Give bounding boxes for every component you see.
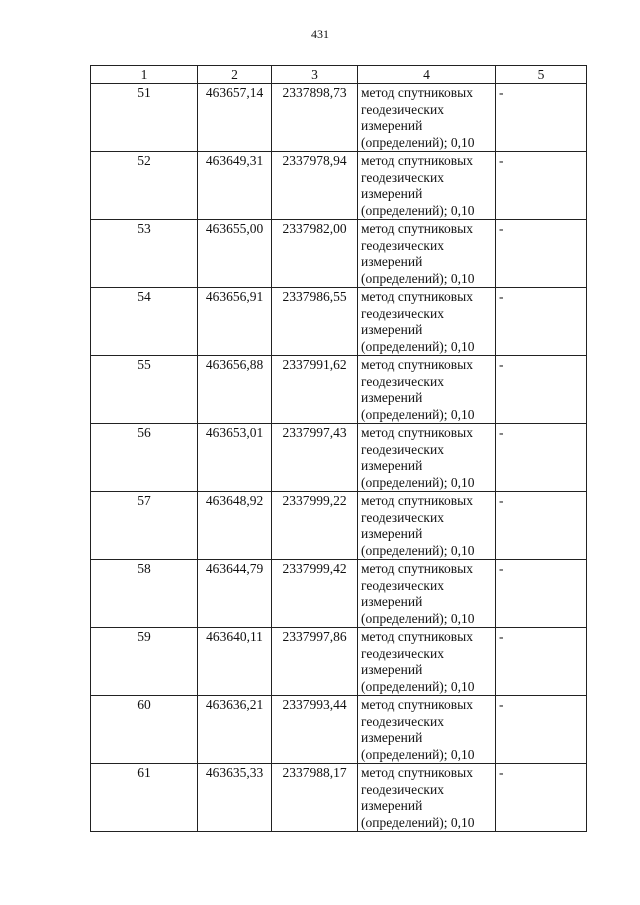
point-number-cell: 54: [91, 288, 198, 356]
header-row: [91, 66, 587, 84]
point-number-cell: 55: [91, 356, 198, 424]
method-cell: метод спутниковых геодезических измерений (определений); 0,10: [358, 220, 496, 288]
y-coordinate-cell: 2337999,42: [272, 560, 358, 628]
y-coordinate-cell: 2337898,73: [272, 84, 358, 152]
table-row: [91, 764, 587, 832]
table-row: [91, 560, 587, 628]
point-number-cell: 57: [91, 492, 198, 560]
x-coordinate-cell: 463655,00: [198, 220, 272, 288]
x-coordinate-cell: 463656,91: [198, 288, 272, 356]
note-cell: -: [496, 696, 587, 764]
x-coordinate-cell: 463648,92: [198, 492, 272, 560]
table-row: [91, 492, 587, 560]
note-cell: -: [496, 356, 587, 424]
header-col-2: 2: [198, 66, 272, 84]
note-cell: -: [496, 560, 587, 628]
x-coordinate-cell: 463640,11: [198, 628, 272, 696]
x-coordinate-cell: 463653,01: [198, 424, 272, 492]
page-number: 431: [311, 27, 329, 41]
table-row: [91, 84, 587, 152]
x-coordinate-cell: 463635,33: [198, 764, 272, 832]
point-number-cell: 60: [91, 696, 198, 764]
point-number-cell: 52: [91, 152, 198, 220]
x-coordinate-cell: 463636,21: [198, 696, 272, 764]
table-row: [91, 424, 587, 492]
coordinates-table: [90, 65, 587, 832]
method-cell: метод спутниковых геодезических измерений (определений); 0,10: [358, 560, 496, 628]
method-cell: метод спутниковых геодезических измерений (определений); 0,10: [358, 424, 496, 492]
method-cell: метод спутниковых геодезических измерений (определений); 0,10: [358, 492, 496, 560]
note-cell: -: [496, 84, 587, 152]
x-coordinate-cell: 463656,88: [198, 356, 272, 424]
note-cell: -: [496, 764, 587, 832]
y-coordinate-cell: 2337997,43: [272, 424, 358, 492]
table-row: [91, 356, 587, 424]
point-number-cell: 61: [91, 764, 198, 832]
y-coordinate-cell: 2337993,44: [272, 696, 358, 764]
note-cell: -: [496, 628, 587, 696]
method-cell: метод спутниковых геодезических измерений (определений); 0,10: [358, 288, 496, 356]
note-cell: -: [496, 424, 587, 492]
header-col-5: 5: [496, 66, 587, 84]
method-cell: метод спутниковых геодезических измерений (определений); 0,10: [358, 84, 496, 152]
x-coordinate-cell: 463649,31: [198, 152, 272, 220]
point-number-cell: 58: [91, 560, 198, 628]
table-row: [91, 220, 587, 288]
header-col-3: 3: [272, 66, 358, 84]
y-coordinate-cell: 2337986,55: [272, 288, 358, 356]
method-cell: метод спутниковых геодезических измерений (определений); 0,10: [358, 696, 496, 764]
x-coordinate-cell: 463644,79: [198, 560, 272, 628]
table-row: [91, 696, 587, 764]
header-col-4: 4: [358, 66, 496, 84]
table-header: [91, 66, 587, 84]
method-cell: метод спутниковых геодезических измерений (определений); 0,10: [358, 152, 496, 220]
point-number-cell: 59: [91, 628, 198, 696]
table-row: [91, 288, 587, 356]
x-coordinate-cell: 463657,14: [198, 84, 272, 152]
note-cell: -: [496, 220, 587, 288]
method-cell: метод спутниковых геодезических измерений (определений); 0,10: [358, 764, 496, 832]
point-number-cell: 51: [91, 84, 198, 152]
table-row: [91, 628, 587, 696]
y-coordinate-cell: 2337982,00: [272, 220, 358, 288]
table-body: [91, 84, 587, 832]
header-col-1: 1: [91, 66, 198, 84]
y-coordinate-cell: 2337991,62: [272, 356, 358, 424]
y-coordinate-cell: 2337978,94: [272, 152, 358, 220]
y-coordinate-cell: 2337997,86: [272, 628, 358, 696]
method-cell: метод спутниковых геодезических измерений (определений); 0,10: [358, 356, 496, 424]
table-row: [91, 152, 587, 220]
note-cell: -: [496, 492, 587, 560]
point-number-cell: 56: [91, 424, 198, 492]
note-cell: -: [496, 152, 587, 220]
note-cell: -: [496, 288, 587, 356]
y-coordinate-cell: 2337988,17: [272, 764, 358, 832]
point-number-cell: 53: [91, 220, 198, 288]
method-cell: метод спутниковых геодезических измерений (определений); 0,10: [358, 628, 496, 696]
y-coordinate-cell: 2337999,22: [272, 492, 358, 560]
